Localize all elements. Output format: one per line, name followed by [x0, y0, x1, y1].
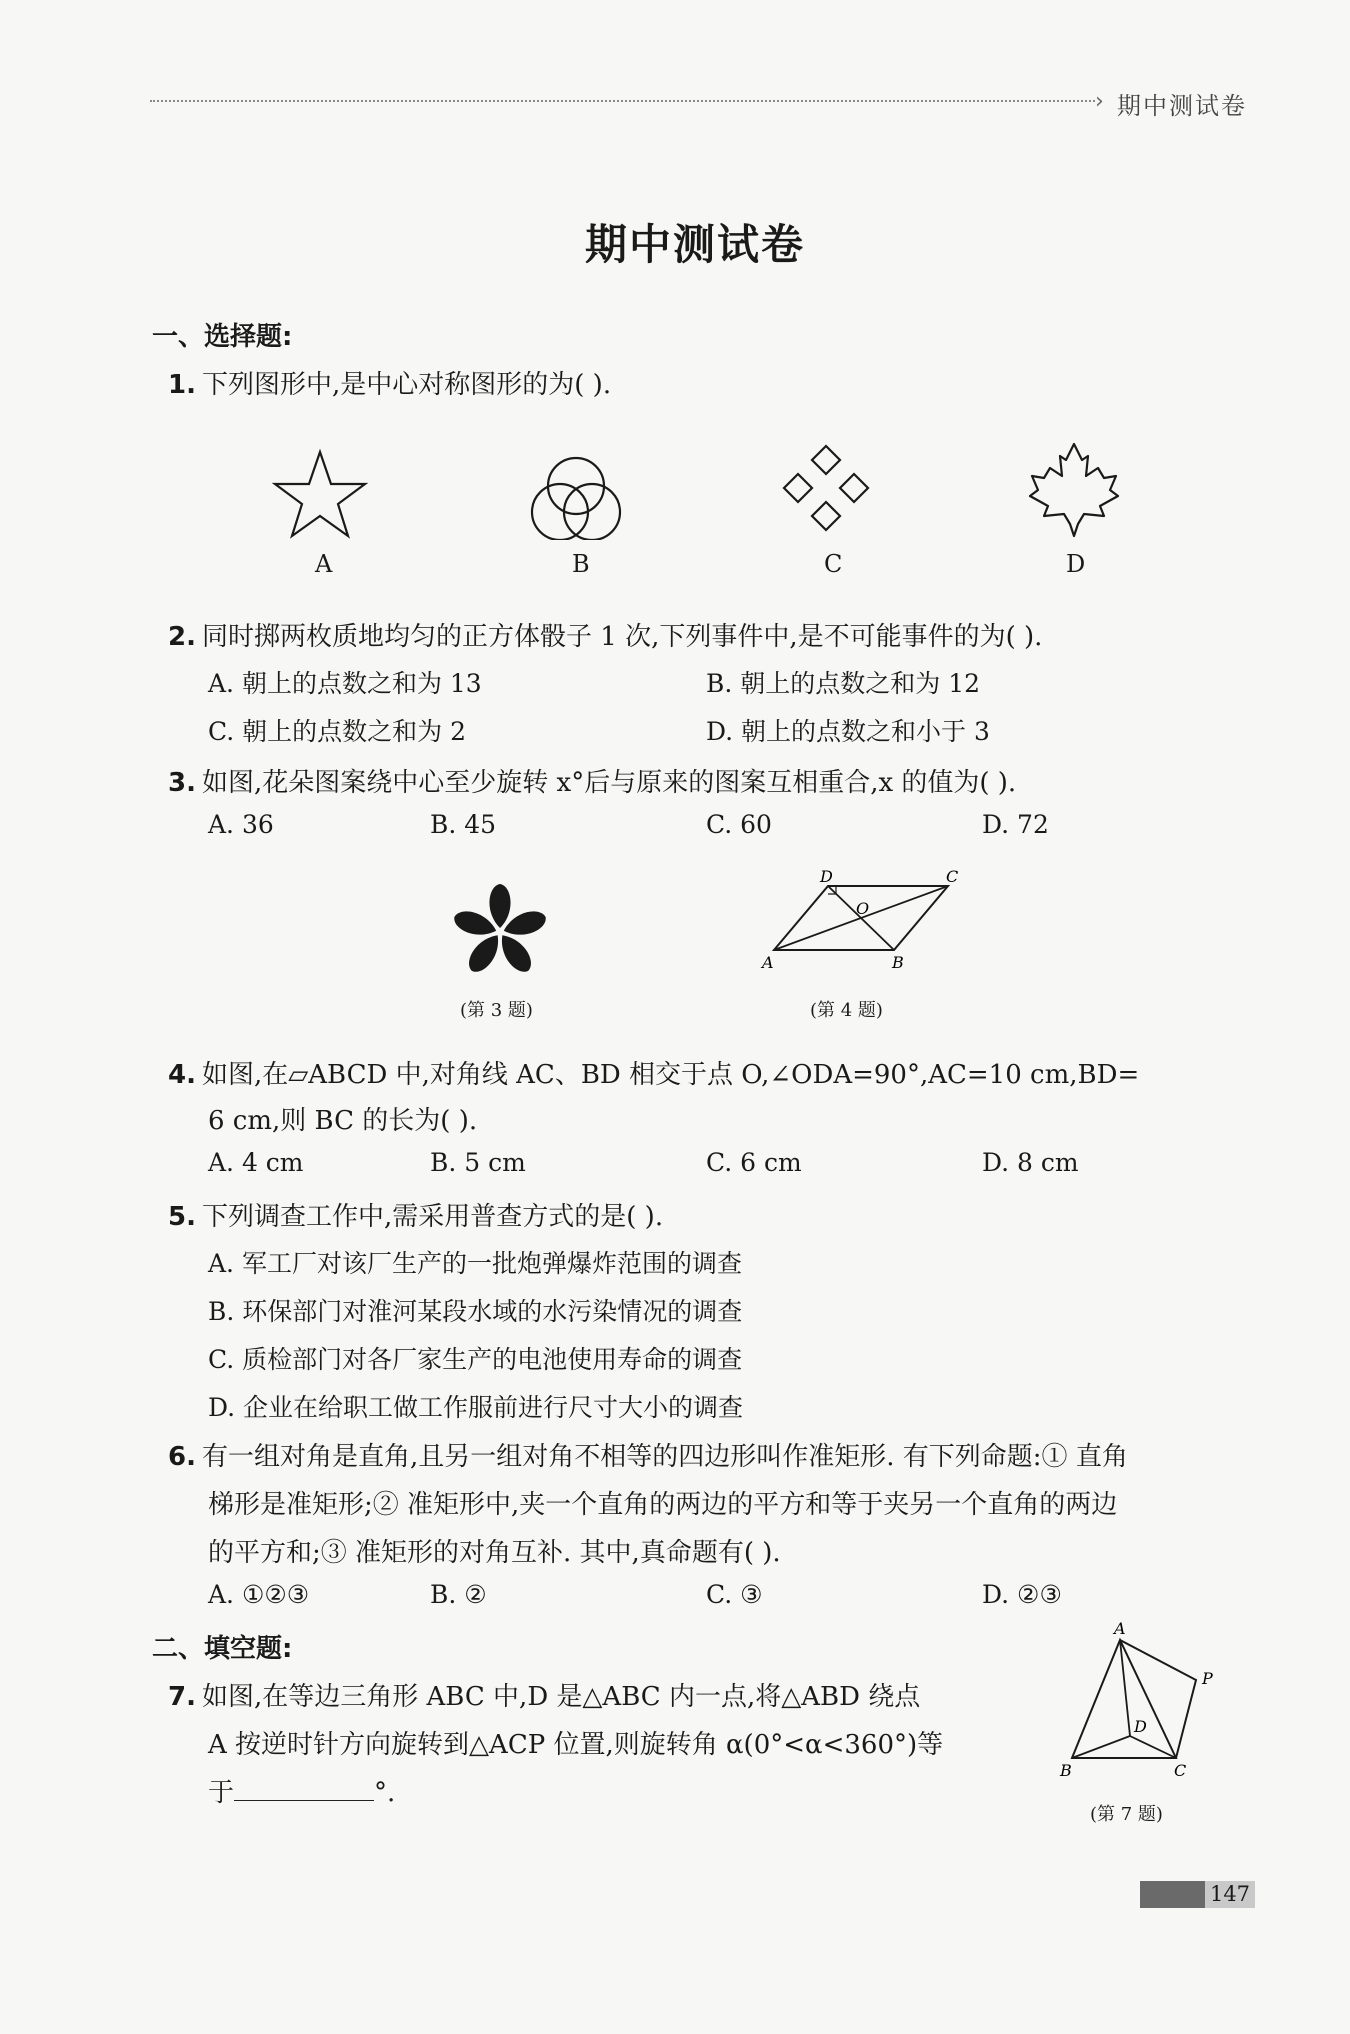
fig7-label-p: P — [1202, 1669, 1213, 1688]
page-number-bar — [1140, 1881, 1205, 1908]
question-6-line3: 的平方和;③ 准矩形的对角互补. 其中,真命题有( ). — [208, 1538, 781, 1568]
q1-label-c: C — [824, 550, 843, 578]
q3-option-d: D. 72 — [982, 810, 1049, 839]
q5-option-c: C. 质检部门对各厂家生产的电池使用寿命的调查 — [208, 1345, 743, 1374]
running-title: 期中测试卷 — [1117, 92, 1247, 120]
question-7-line3: 于 °. — [208, 1778, 396, 1808]
section-choice: 一、选择题: — [152, 322, 293, 352]
triangle-figure — [1050, 1620, 1230, 1780]
parallelogram-figure — [756, 868, 966, 980]
question-6: 6. 有一组对角是直角,且另一组对角不相等的四边形叫作准矩形. 有下列命题:① 直角 — [168, 1442, 1128, 1472]
four-diamonds-icon — [778, 440, 874, 536]
q5-option-d: D. 企业在给职工做工作服前进行尺寸大小的调查 — [208, 1393, 744, 1422]
caption-q4: (第 4 题) — [810, 1000, 883, 1021]
caption-q3: (第 3 题) — [460, 1000, 533, 1021]
trefoil-knot-icon — [526, 452, 626, 540]
fig7-label-c: C — [1174, 1761, 1187, 1780]
q3-option-a: A. 36 — [208, 810, 274, 839]
fig7-label-a: A — [1114, 1620, 1126, 1638]
q5-option-b: B. 环保部门对淮河某段水域的水污染情况的调查 — [208, 1297, 743, 1326]
fig4-label-b: B — [892, 953, 904, 972]
question-7-line2: A 按逆时针方向旋转到△ACP 位置,则旋转角 α(0°<α<360°)等 — [208, 1730, 944, 1760]
page-number: 147 — [1209, 1882, 1251, 1906]
q2-option-d: D. 朝上的点数之和小于 3 — [706, 717, 990, 746]
header-rule — [150, 100, 1095, 102]
fig4-label-c: C — [946, 868, 959, 886]
q1-label-a: A — [315, 550, 333, 578]
question-7: 7. 如图,在等边三角形 ABC 中,D 是△ABC 内一点,将△ABD 绕点 — [168, 1682, 921, 1712]
maple-leaf-icon — [1026, 440, 1122, 540]
fig7-label-b: B — [1060, 1761, 1072, 1780]
section-fill: 二、填空题: — [152, 1634, 293, 1664]
q1-label-b: B — [572, 550, 590, 578]
q2-option-a: A. 朝上的点数之和为 13 — [208, 669, 482, 698]
question-6-line2: 梯形是准矩形;② 准矩形中,夹一个直角的两边的平方和等于夹另一个直角的两边 — [208, 1490, 1118, 1520]
star-icon — [270, 448, 370, 540]
question-3: 3. 如图,花朵图案绕中心至少旋转 x°后与原来的图案互相重合,x 的值为( ). — [168, 768, 1017, 798]
q6-option-d: D. ②③ — [982, 1580, 1062, 1609]
fig4-label-o: O — [856, 899, 870, 918]
question-2: 2. 同时掷两枚质地均匀的正方体骰子 1 次,下列事件中,是不可能事件的为( ). — [168, 622, 1043, 652]
page-title: 期中测试卷 — [584, 220, 805, 269]
q5-option-a: A. 军工厂对该厂生产的一批炮弹爆炸范围的调查 — [208, 1249, 742, 1278]
q4-option-c: C. 6 cm — [706, 1148, 802, 1177]
q2-option-b: B. 朝上的点数之和为 12 — [706, 669, 981, 698]
q4-option-a: A. 4 cm — [208, 1148, 304, 1177]
question-1: 1. 下列图形中,是中心对称图形的为( ). — [168, 370, 612, 400]
question-4-line2: 6 cm,则 BC 的长为( ). — [208, 1106, 478, 1136]
q6-option-b: B. ② — [430, 1580, 487, 1609]
fig4-label-a: A — [762, 953, 774, 972]
q3-option-c: C. 60 — [706, 810, 772, 839]
fig4-label-d: D — [820, 868, 833, 886]
arrow-right-icon: › — [1095, 89, 1104, 114]
caption-q7: (第 7 题) — [1090, 1804, 1163, 1825]
flower-figure — [448, 878, 552, 982]
q3-option-b: B. 45 — [430, 810, 497, 839]
q4-option-b: B. 5 cm — [430, 1148, 526, 1177]
q1-label-d: D — [1066, 550, 1086, 578]
q4-option-d: D. 8 cm — [982, 1148, 1079, 1177]
answer-blank — [234, 1778, 374, 1801]
q2-option-c: C. 朝上的点数之和为 2 — [208, 717, 466, 746]
question-4: 4. 如图,在▱ABCD 中,对角线 AC、BD 相交于点 O,∠ODA=90°,AC=10 cm,BD= — [168, 1060, 1140, 1090]
question-5: 5. 下列调查工作中,需采用普查方式的是( ). — [168, 1202, 664, 1232]
fig7-label-d: D — [1134, 1717, 1147, 1736]
q6-option-c: C. ③ — [706, 1580, 763, 1609]
q6-option-a: A. ①②③ — [208, 1580, 310, 1609]
